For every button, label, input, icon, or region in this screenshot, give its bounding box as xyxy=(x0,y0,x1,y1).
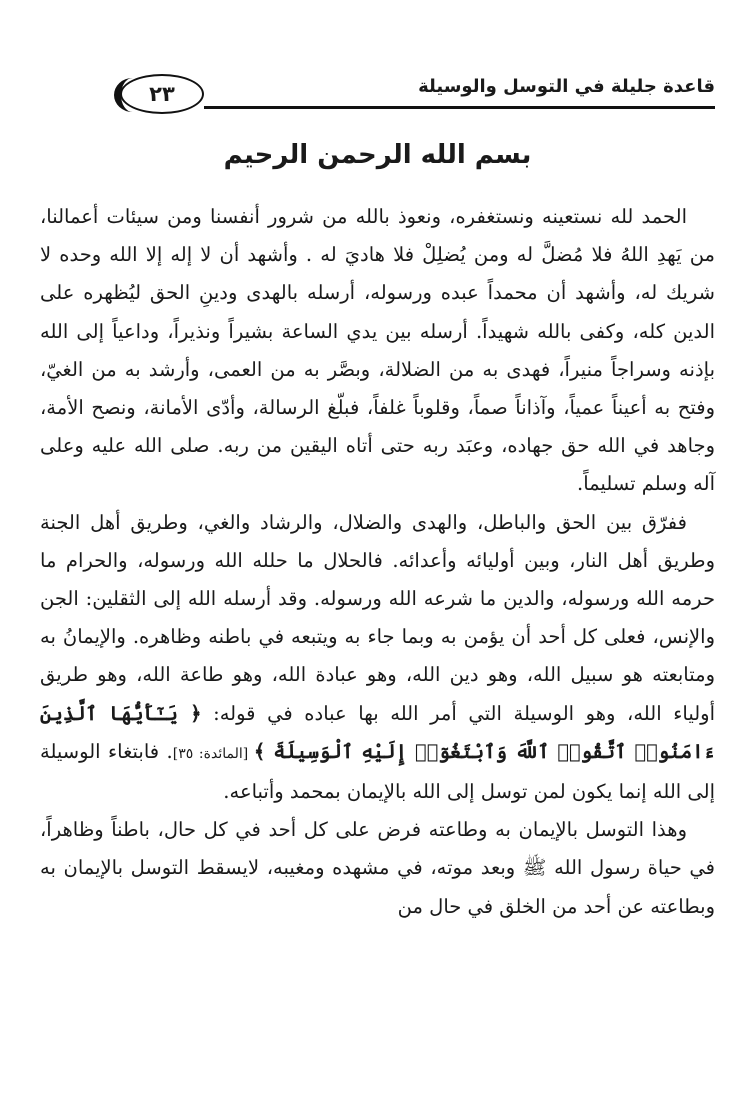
page-number: ٢٣ xyxy=(120,74,204,114)
quran-verse: ﴿ يَـٰٓأَيُّهَا ٱلَّذِينَ ءَامَنُوا۟ ٱتَّقُوا۟ ٱللَّهَ وَٱبْتَغُوٓا۟ إِلَيْهِ ٱلْوَسِيلَةَ ﴾ xyxy=(40,701,715,763)
paragraph-3: وهذا التوسل بالإيمان به وطاعته فرض على كل أحد في كل حال، باطناً وظاهراً، في حياة رسول الله ﷺ وبعد موته، في مشهده ومغيبه، لايسقط التوسل بالإيمان به وبطاعته عن أحد من الخلق في حال من xyxy=(40,818,715,918)
header-rule xyxy=(204,106,715,109)
basmala-heading: بسم الله الرحمن الرحيم xyxy=(223,140,532,170)
verse-reference: [المائدة: ٣٥] xyxy=(172,745,254,762)
running-title: قاعدة جليلة في التوسل والوسيلة xyxy=(418,76,715,97)
paragraph-1: الحمد لله نستعينه ونستغفره، ونعوذ بالله من شرور أنفسنا ومن سيئات أعمالنا، من يَهدِ اللهُ فلا مُضلَّ له ومن يُضلِلْ فلا هاديَ له . وأشهد أن لا إله إلا الله وحده لا شريك له، وأشهد أن محمداً عبده ورسوله، أرسله بالهدى ودينِ الحق ليُظهره على الدين كله، وكفى بالله شهيداً. أرسله بين يدي الساعة بشيراً ونذيراً، وداعياً إلى الله بإذنه وسراجاً منيراً، فهدى به من الضلالة، وبصَّر به من العمى، وأرشد به من الغيّ، وفتح به أعيناً عمياً، وآذاناً صماً، وقلوباً غلفاً، فبلّغ الرسالة، وأدّى الأمانة، ونصح الأمة، وجاهد في الله حق جهاده، وعبَد ربه حتى أتاه اليقين من ربه. صلى الله عليه وعلى آله وسلم تسليماً. xyxy=(40,205,715,496)
body-text xyxy=(40,198,715,926)
paragraph-2-text: ففرّق بين الحق والباطل، والهدى والضلال، والرشاد والغي، وطريق أهل الجنة وطريق أهل النار، وبين أوليائه وأعدائه. فالحلال ما حلله الله ورسوله، والحرام ما حرمه الله ورسوله، والدين ما شرعه الله ورسوله. وقد أرسله الله إلى الثقلين: الجن والإنس، فعلى كل أحد أن يؤمن به وبما جاء به ويتبعه في باطنه وظاهره. والإيمانُ به ومتابعته هو سبيل الله، وهو دين الله، وهو عبادة الله، وهو طاعة الله، وهو طريق أولياء الله، وهو الوسيلة التي أمر الله بها عباده في قوله: xyxy=(40,510,716,725)
page-header xyxy=(120,62,715,122)
paragraph-2 xyxy=(40,504,715,812)
paragraph-2-continuation: . فابتغاء الوسيلة إلى الله إنما يكون لمن توسل إلى الله بالإيمان بمحمد وأتباعه. xyxy=(40,739,715,804)
